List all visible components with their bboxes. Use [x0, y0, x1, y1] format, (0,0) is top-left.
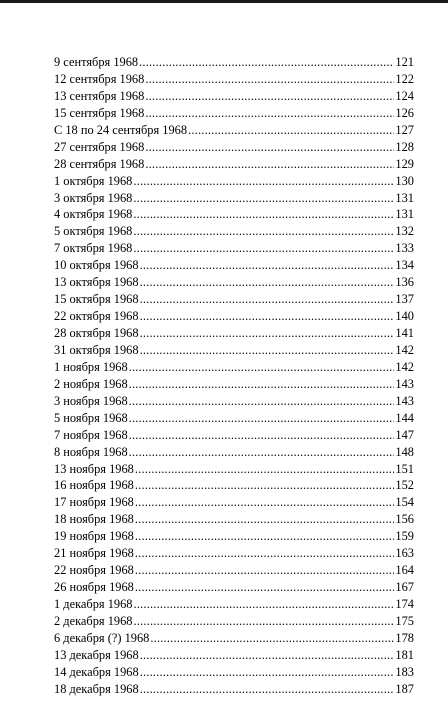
- toc-entry: [54, 54, 414, 71]
- toc-entry: [54, 257, 414, 274]
- toc-entry-page-number: 122: [395, 71, 414, 86]
- toc-entry-page-number: 141: [395, 326, 414, 340]
- toc-entry: [54, 240, 414, 257]
- toc-entry-date: С 18 по 24 сентября 1968: [54, 122, 188, 137]
- toc-entry-page-number: 142: [395, 342, 414, 357]
- toc-entry: [54, 325, 414, 342]
- dot-leader: [133, 240, 394, 257]
- toc-entry-date: 21 ноября 1968: [54, 546, 134, 561]
- dot-leader: [188, 122, 394, 139]
- dot-leader: [129, 376, 395, 393]
- toc-entry: [54, 223, 414, 240]
- dot-leader: [129, 444, 395, 461]
- toc-entry-date: 7 октября 1968: [54, 241, 133, 256]
- toc-entry: [54, 647, 414, 664]
- dot-leader: [135, 528, 395, 545]
- toc-entry-page-number: 121: [395, 55, 414, 69]
- toc-entry: [54, 664, 414, 681]
- toc-entry: [54, 105, 414, 122]
- toc-entry-date: 2 ноября 1968: [54, 376, 128, 391]
- toc-entry: [54, 376, 414, 393]
- dot-leader: [129, 427, 395, 444]
- toc-entry-page-number: 129: [395, 156, 414, 171]
- toc-entry-date: 18 ноября 1968: [54, 512, 134, 527]
- toc-entry-page-number: 131: [395, 190, 414, 205]
- toc-entry: [54, 122, 414, 139]
- toc-entry-page-number: 163: [395, 546, 414, 561]
- dot-leader: [135, 494, 395, 511]
- toc-entry-date: 12 сентября 1968: [54, 71, 145, 86]
- toc-entry-page-number: 154: [395, 495, 414, 510]
- toc-entry-page-number: 159: [395, 529, 414, 544]
- toc-entry: [54, 359, 414, 376]
- toc-entry-page-number: 134: [395, 258, 414, 273]
- toc-entry-date: 28 сентября 1968: [54, 156, 145, 171]
- dot-leader: [140, 274, 395, 291]
- toc-entry: [54, 613, 414, 630]
- toc-entry-page-number: 126: [395, 105, 414, 120]
- toc-entry: [54, 562, 414, 579]
- toc-entry-page-number: 147: [395, 427, 414, 442]
- toc-entry-date: 2 декабря 1968: [54, 613, 133, 628]
- toc-entry-date: 19 ноября 1968: [54, 529, 134, 544]
- toc-entry-page-number: 127: [395, 122, 414, 137]
- dot-leader: [140, 647, 395, 664]
- toc-entry-page-number: 142: [395, 359, 414, 374]
- toc-entry-page-number: 144: [395, 410, 414, 425]
- toc-entry-page-number: 167: [395, 580, 414, 595]
- toc-entry-date: 1 октября 1968: [54, 173, 133, 188]
- toc-entry-page-number: 175: [395, 613, 414, 628]
- toc-entry-date: 27 сентября 1968: [54, 139, 145, 154]
- toc-entry: [54, 71, 414, 88]
- dot-leader: [140, 681, 395, 698]
- dot-leader: [140, 664, 395, 681]
- toc-entry-page-number: 128: [395, 139, 414, 154]
- toc-entry-page-number: 178: [395, 630, 414, 645]
- toc-entry: [54, 494, 414, 511]
- dot-leader: [129, 410, 395, 427]
- toc-entry-date: 31 октября 1968: [54, 342, 139, 357]
- dot-leader: [129, 393, 395, 410]
- toc-entry: [54, 477, 414, 494]
- dot-leader: [129, 359, 395, 376]
- dot-leader: [145, 88, 394, 105]
- dot-leader: [135, 511, 395, 528]
- dot-leader: [133, 190, 394, 207]
- toc-entry: [54, 444, 414, 461]
- toc-entry-date: 13 ноября 1968: [54, 461, 134, 476]
- toc-entry-page-number: 124: [395, 88, 414, 103]
- toc-entry-page-number: 133: [395, 241, 414, 256]
- toc-entry: [54, 156, 414, 173]
- toc-entry-page-number: 131: [395, 207, 414, 222]
- dot-leader: [133, 173, 394, 190]
- toc-entry: [54, 190, 414, 207]
- toc-entry: [54, 461, 414, 478]
- toc-entry: [54, 596, 414, 613]
- toc-entry: [54, 173, 414, 190]
- toc-entry: [54, 308, 414, 325]
- toc-entry-page-number: 164: [395, 563, 414, 578]
- toc-entry-page-number: 143: [395, 393, 414, 408]
- dot-leader: [135, 562, 395, 579]
- toc-entry: [54, 139, 414, 156]
- dot-leader: [133, 223, 394, 240]
- toc-entry-page-number: 181: [395, 647, 414, 662]
- toc-entry: [54, 393, 414, 410]
- toc-entry-date: 13 декабря 1968: [54, 647, 139, 662]
- toc-entry-page-number: 156: [395, 512, 414, 527]
- dot-leader: [140, 342, 395, 359]
- toc-entry-date: 28 октября 1968: [54, 326, 139, 340]
- toc-entry: [54, 630, 414, 647]
- toc-entry-date: 10 октября 1968: [54, 258, 139, 273]
- toc-entry-page-number: 183: [395, 664, 414, 679]
- toc-entry-date: 16 ноября 1968: [54, 478, 134, 493]
- table-of-contents: [54, 54, 414, 698]
- toc-entry-page-number: 187: [395, 681, 414, 696]
- toc-entry-date: 17 ноября 1968: [54, 495, 134, 510]
- toc-entry: [54, 342, 414, 359]
- toc-entry-date: 22 ноября 1968: [54, 563, 134, 578]
- toc-entry-date: 4 октября 1968: [54, 207, 133, 222]
- toc-entry-page-number: 148: [395, 444, 414, 459]
- toc-entry-date: 13 октября 1968: [54, 275, 139, 290]
- top-border-rule: [0, 0, 448, 3]
- toc-entry: [54, 291, 414, 308]
- dot-leader: [140, 308, 395, 325]
- dot-leader: [145, 156, 394, 173]
- dot-leader: [134, 613, 395, 630]
- dot-leader: [133, 206, 394, 223]
- toc-entry-page-number: 132: [395, 224, 414, 239]
- dot-leader: [134, 596, 395, 613]
- toc-entry-date: 5 ноября 1968: [54, 410, 128, 425]
- toc-entry-date: 3 ноября 1968: [54, 393, 128, 408]
- toc-entry-date: 6 декабря (?) 1968: [54, 630, 150, 645]
- toc-entry-date: 14 декабря 1968: [54, 664, 139, 679]
- dot-leader: [135, 545, 395, 562]
- toc-entry-page-number: 174: [395, 597, 414, 611]
- dot-leader: [145, 71, 394, 88]
- toc-entry: [54, 511, 414, 528]
- dot-leader: [140, 291, 395, 308]
- dot-leader: [145, 139, 394, 156]
- dot-leader: [135, 461, 395, 478]
- toc-entry: [54, 206, 414, 223]
- toc-entry-date: 26 ноября 1968: [54, 580, 134, 595]
- toc-entry-date: 3 октября 1968: [54, 190, 133, 205]
- dot-leader: [140, 325, 395, 342]
- toc-entry-date: 9 сентября 1968: [54, 55, 139, 69]
- toc-entry-date: 7 ноября 1968: [54, 427, 128, 442]
- toc-entry: [54, 528, 414, 545]
- toc-entry-date: 15 сентября 1968: [54, 105, 145, 120]
- dot-leader: [135, 477, 395, 494]
- dot-leader: [140, 257, 395, 274]
- dot-leader: [139, 54, 394, 71]
- dot-leader: [150, 630, 394, 647]
- toc-entry-page-number: 130: [395, 173, 414, 188]
- toc-entry: [54, 274, 414, 291]
- toc-entry-date: 1 ноября 1968: [54, 359, 128, 374]
- toc-entry-page-number: 136: [395, 275, 414, 290]
- toc-entry: [54, 545, 414, 562]
- toc-entry-page-number: 152: [395, 478, 414, 493]
- toc-entry: [54, 410, 414, 427]
- toc-entry: [54, 427, 414, 444]
- toc-entry-date: 8 ноября 1968: [54, 444, 128, 459]
- toc-entry-page-number: 151: [395, 461, 414, 476]
- dot-leader: [135, 579, 395, 596]
- toc-entry-date: 1 декабря 1968: [54, 597, 133, 611]
- toc-entry-date: 15 октября 1968: [54, 292, 139, 307]
- toc-entry-date: 18 декабря 1968: [54, 681, 139, 696]
- toc-entry: [54, 579, 414, 596]
- toc-entry-page-number: 137: [395, 292, 414, 307]
- toc-entry-page-number: 140: [395, 309, 414, 324]
- toc-entry: [54, 681, 414, 698]
- toc-entry-date: 22 октября 1968: [54, 309, 139, 324]
- toc-entry: [54, 88, 414, 105]
- toc-entry-date: 5 октября 1968: [54, 224, 133, 239]
- toc-entry-date: 13 сентября 1968: [54, 88, 145, 103]
- toc-entry-page-number: 143: [395, 376, 414, 391]
- dot-leader: [145, 105, 394, 122]
